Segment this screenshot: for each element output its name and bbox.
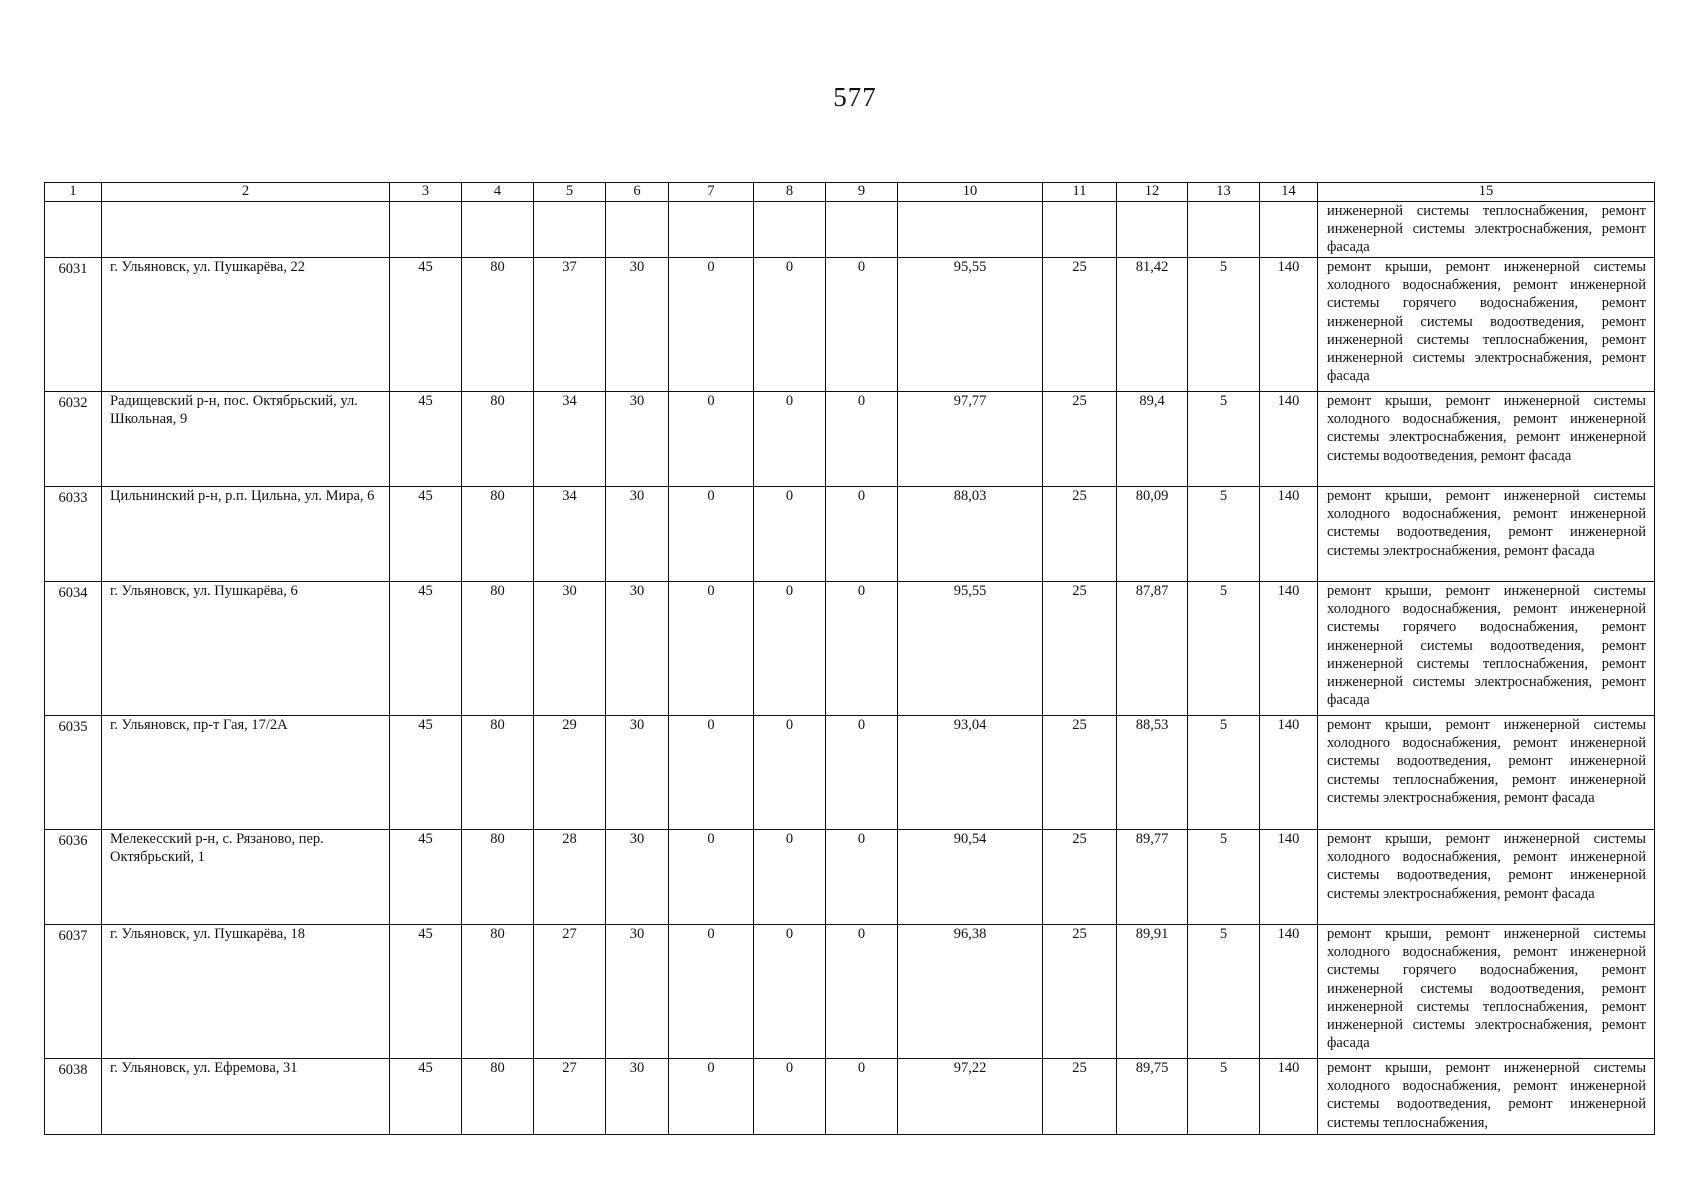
- continuation-row: [45, 202, 1655, 258]
- works-cell: ремонт крыши, ремонт инженерной системы холодного водоснабжения, ремонт инженерной системы водоотведения, ремонт инженерной системы теплоснабжения,: [1318, 1059, 1655, 1135]
- value-cell: 89,4: [1117, 392, 1188, 487]
- value-cell: 0: [669, 258, 754, 392]
- value-cell: 5: [1188, 487, 1260, 582]
- value-cell: 45: [390, 830, 462, 925]
- works-cell: инженерной системы теплоснабжения, ремонт инженерной системы электроснабжения, ремонт фасада: [1318, 202, 1655, 258]
- value-cell: 25: [1043, 925, 1117, 1059]
- column-header: 15: [1318, 183, 1655, 202]
- value-cell: 28: [534, 830, 606, 925]
- column-header: 14: [1260, 183, 1318, 202]
- works-cell: ремонт крыши, ремонт инженерной системы холодного водоснабжения, ремонт инженерной системы водоотведения, ремонт инженерной системы электроснабжения, ремонт фасада: [1318, 830, 1655, 925]
- column-header: 6: [606, 183, 669, 202]
- value-cell: 5: [1188, 582, 1260, 716]
- value-cell: 0: [826, 258, 898, 392]
- address-cell: г. Ульяновск, ул. Пушкарёва, 6: [102, 582, 390, 716]
- value-cell: 140: [1260, 392, 1318, 487]
- column-header: 1: [45, 183, 102, 202]
- value-cell: 0: [826, 925, 898, 1059]
- works-cell: ремонт крыши, ремонт инженерной системы холодного водоснабжения, ремонт инженерной системы водоотведения, ремонт инженерной системы теплоснабжения, ремонт инженерной системы электроснабжения, ремонт фасада: [1318, 716, 1655, 830]
- value-cell: 25: [1043, 392, 1117, 487]
- value-cell: 80: [462, 925, 534, 1059]
- value-cell: 140: [1260, 258, 1318, 392]
- table-row: [45, 392, 1655, 487]
- value-cell: 0: [754, 487, 826, 582]
- value-cell: 30: [534, 582, 606, 716]
- value-cell: 97,22: [898, 1059, 1043, 1135]
- column-header: 4: [462, 183, 534, 202]
- value-cell: 5: [1188, 925, 1260, 1059]
- value-cell: 95,55: [898, 258, 1043, 392]
- value-cell: 93,04: [898, 716, 1043, 830]
- value-cell: 140: [1260, 487, 1318, 582]
- value-cell: 140: [1260, 830, 1318, 925]
- value-cell: 95,55: [898, 582, 1043, 716]
- row-number: 6035: [45, 716, 102, 830]
- value-cell: 89,75: [1117, 1059, 1188, 1135]
- column-header: 5: [534, 183, 606, 202]
- row-number: 6037: [45, 925, 102, 1059]
- value-cell: 0: [754, 258, 826, 392]
- value-cell: 45: [390, 487, 462, 582]
- page-number: 577: [833, 82, 877, 112]
- address-cell: Мелекесский р-н, с. Рязаново, пер. Октябрьский, 1: [102, 830, 390, 925]
- address-cell: Радищевский р-н, пос. Октябрьский, ул. Школьная, 9: [102, 392, 390, 487]
- value-cell: 5: [1188, 258, 1260, 392]
- value-cell: 30: [606, 258, 669, 392]
- value-cell: 0: [754, 1059, 826, 1135]
- value-cell: 30: [606, 830, 669, 925]
- value-cell: 0: [826, 830, 898, 925]
- works-cell: ремонт крыши, ремонт инженерной системы холодного водоснабжения, ремонт инженерной системы горячего водоснабжения, ремонт инженерной системы водоотведения, ремонт инженерной системы теплоснабжения, ремонт инженерной системы электроснабжения, ремонт фасада: [1318, 258, 1655, 392]
- value-cell: 0: [826, 716, 898, 830]
- value-cell: 89,91: [1117, 925, 1188, 1059]
- value-cell: 87,87: [1117, 582, 1188, 716]
- value-cell: 45: [390, 582, 462, 716]
- table-row: [45, 487, 1655, 582]
- table-row: [45, 716, 1655, 830]
- column-header: 8: [754, 183, 826, 202]
- value-cell: 30: [606, 392, 669, 487]
- works-cell: ремонт крыши, ремонт инженерной системы холодного водоснабжения, ремонт инженерной системы горячего водоснабжения, ремонт инженерной системы водоотведения, ремонт инженерной системы теплоснабжения, ремонт инженерной системы электроснабжения, ремонт фасада: [1318, 925, 1655, 1059]
- value-cell: 5: [1188, 392, 1260, 487]
- value-cell: 30: [606, 1059, 669, 1135]
- value-cell: 0: [826, 582, 898, 716]
- value-cell: 25: [1043, 716, 1117, 830]
- value-cell: 0: [754, 830, 826, 925]
- value-cell: 140: [1260, 1059, 1318, 1135]
- value-cell: 30: [606, 582, 669, 716]
- value-cell: 30: [606, 925, 669, 1059]
- value-cell: 90,54: [898, 830, 1043, 925]
- value-cell: 81,42: [1117, 258, 1188, 392]
- value-cell: 27: [534, 925, 606, 1059]
- column-header: 10: [898, 183, 1043, 202]
- value-cell: 34: [534, 392, 606, 487]
- value-cell: 0: [669, 392, 754, 487]
- table-row: [45, 925, 1655, 1059]
- repair-program-table: [44, 182, 1655, 1135]
- value-cell: 45: [390, 258, 462, 392]
- value-cell: 140: [1260, 716, 1318, 830]
- column-header: 11: [1043, 183, 1117, 202]
- value-cell: 30: [606, 716, 669, 830]
- column-header: 3: [390, 183, 462, 202]
- value-cell: 0: [669, 716, 754, 830]
- address-cell: г. Ульяновск, пр-т Гая, 17/2А: [102, 716, 390, 830]
- value-cell: 88,03: [898, 487, 1043, 582]
- value-cell: 80: [462, 258, 534, 392]
- table-row: [45, 582, 1655, 716]
- value-cell: 25: [1043, 487, 1117, 582]
- value-cell: 5: [1188, 1059, 1260, 1135]
- value-cell: 29: [534, 716, 606, 830]
- value-cell: 25: [1043, 582, 1117, 716]
- value-cell: 140: [1260, 925, 1318, 1059]
- value-cell: 25: [1043, 1059, 1117, 1135]
- value-cell: 89,77: [1117, 830, 1188, 925]
- value-cell: 0: [754, 392, 826, 487]
- row-number: 6034: [45, 582, 102, 716]
- column-header: 2: [102, 183, 390, 202]
- address-cell: г. Ульяновск, ул. Пушкарёва, 22: [102, 258, 390, 392]
- value-cell: 80: [462, 830, 534, 925]
- column-header: 12: [1117, 183, 1188, 202]
- row-number: 6032: [45, 392, 102, 487]
- value-cell: 0: [669, 487, 754, 582]
- value-cell: 0: [754, 716, 826, 830]
- value-cell: 80: [462, 1059, 534, 1135]
- column-header: 7: [669, 183, 754, 202]
- value-cell: 45: [390, 716, 462, 830]
- column-number-row: [45, 183, 1655, 202]
- value-cell: 45: [390, 925, 462, 1059]
- column-header: 9: [826, 183, 898, 202]
- value-cell: 80: [462, 392, 534, 487]
- value-cell: 80: [462, 487, 534, 582]
- value-cell: 30: [606, 487, 669, 582]
- table-row: [45, 1059, 1655, 1135]
- value-cell: 0: [669, 582, 754, 716]
- value-cell: 0: [826, 392, 898, 487]
- value-cell: 0: [669, 925, 754, 1059]
- value-cell: 25: [1043, 830, 1117, 925]
- value-cell: 45: [390, 1059, 462, 1135]
- value-cell: 80,09: [1117, 487, 1188, 582]
- value-cell: 97,77: [898, 392, 1043, 487]
- works-cell: ремонт крыши, ремонт инженерной системы холодного водоснабжения, ремонт инженерной системы электроснабжения, ремонт инженерной системы водоотведения, ремонт фасада: [1318, 392, 1655, 487]
- value-cell: 0: [669, 1059, 754, 1135]
- value-cell: 96,38: [898, 925, 1043, 1059]
- value-cell: 0: [754, 925, 826, 1059]
- value-cell: 37: [534, 258, 606, 392]
- value-cell: 5: [1188, 716, 1260, 830]
- table-row: [45, 830, 1655, 925]
- value-cell: 34: [534, 487, 606, 582]
- value-cell: 0: [826, 1059, 898, 1135]
- value-cell: 25: [1043, 258, 1117, 392]
- table-row: [45, 258, 1655, 392]
- row-number: 6038: [45, 1059, 102, 1135]
- column-header: 13: [1188, 183, 1260, 202]
- value-cell: 0: [826, 487, 898, 582]
- value-cell: 88,53: [1117, 716, 1188, 830]
- address-cell: Цильнинский р-н, р.п. Цильна, ул. Мира, 6: [102, 487, 390, 582]
- value-cell: 45: [390, 392, 462, 487]
- works-cell: ремонт крыши, ремонт инженерной системы холодного водоснабжения, ремонт инженерной системы горячего водоснабжения, ремонт инженерной системы водоотведения, ремонт инженерной системы теплоснабжения, ремонт инженерной системы электроснабжения, ремонт фасада: [1318, 582, 1655, 716]
- address-cell: г. Ульяновск, ул. Пушкарёва, 18: [102, 925, 390, 1059]
- value-cell: 5: [1188, 830, 1260, 925]
- row-number: 6031: [45, 258, 102, 392]
- value-cell: 80: [462, 716, 534, 830]
- value-cell: 0: [669, 830, 754, 925]
- value-cell: 0: [754, 582, 826, 716]
- works-cell: ремонт крыши, ремонт инженерной системы холодного водоснабжения, ремонт инженерной системы водоотведения, ремонт инженерной системы электроснабжения, ремонт фасада: [1318, 487, 1655, 582]
- row-number: 6036: [45, 830, 102, 925]
- value-cell: 80: [462, 582, 534, 716]
- value-cell: 27: [534, 1059, 606, 1135]
- value-cell: 140: [1260, 582, 1318, 716]
- address-cell: г. Ульяновск, ул. Ефремова, 31: [102, 1059, 390, 1135]
- row-number: 6033: [45, 487, 102, 582]
